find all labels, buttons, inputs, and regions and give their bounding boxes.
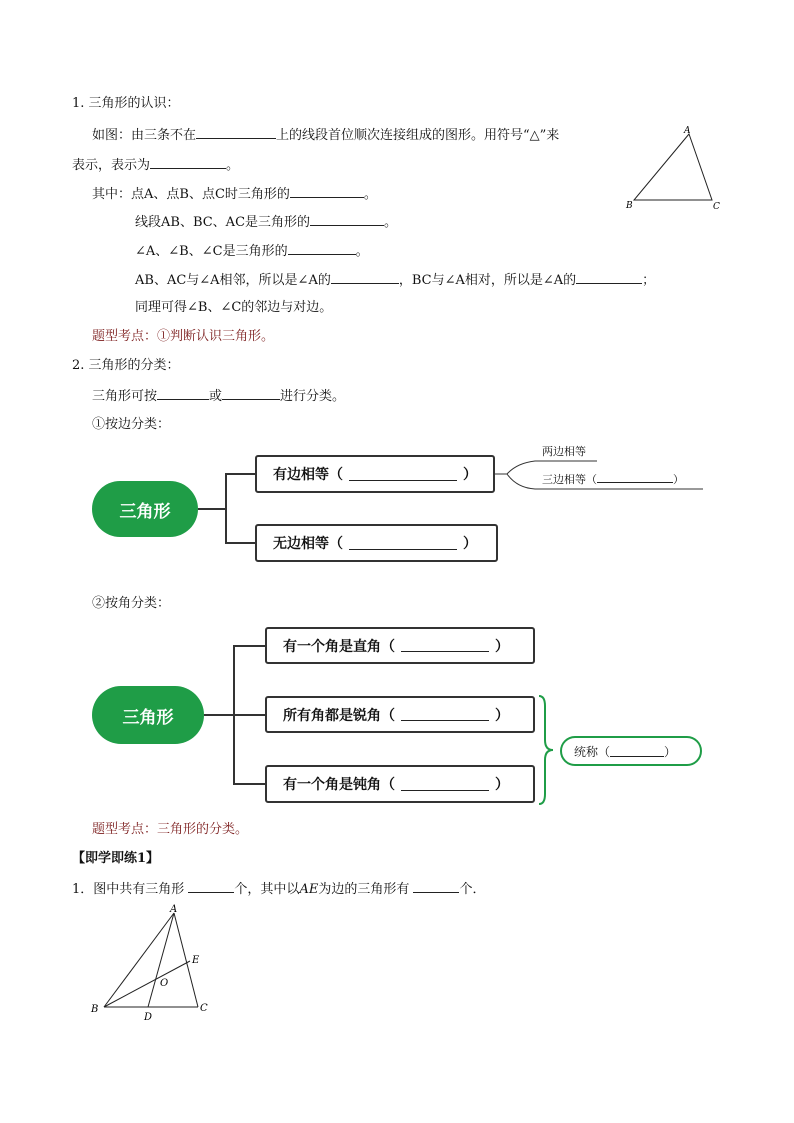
answer-blank[interactable] — [157, 386, 209, 400]
text: 三角形可按 — [92, 389, 158, 404]
label-c: C — [200, 1003, 208, 1014]
answer-blank[interactable] — [610, 745, 664, 757]
angle-node-acute — [265, 696, 535, 733]
by-side-label: ①按边分类： — [92, 417, 171, 432]
text: 或 — [209, 389, 223, 404]
answer-blank[interactable] — [222, 386, 280, 400]
practice-question-1 — [72, 879, 486, 899]
side-sub-three-equal — [542, 471, 684, 489]
label-o: O — [160, 978, 169, 989]
side-node-none-equal — [255, 524, 498, 562]
section1-line2 — [72, 155, 239, 175]
text: ） — [664, 744, 677, 759]
text: 。 — [355, 244, 369, 259]
text: AB、AC与∠A相邻，所以是∠A的 — [135, 273, 331, 288]
acute-obtuse-group-pill — [560, 736, 702, 766]
text: 个． — [459, 882, 486, 897]
answer-blank[interactable] — [349, 468, 457, 481]
text: 无边相等（ — [273, 536, 343, 552]
text: 进行分类。 — [280, 389, 346, 404]
text: 上的线段首位顺次连接组成的图形。用符号“△”来 — [276, 128, 560, 143]
text: 表示，表示为 — [72, 158, 151, 173]
answer-blank[interactable] — [349, 537, 457, 550]
section1-line3 — [92, 184, 377, 204]
text: ） — [495, 777, 509, 793]
text: 统称（ — [574, 744, 611, 759]
practice-triangle-figure — [85, 898, 215, 1028]
text: 。 — [363, 187, 377, 202]
text: 。 — [226, 158, 240, 173]
segment-ae: AE — [299, 882, 319, 897]
answer-blank[interactable] — [401, 708, 489, 721]
connector — [225, 473, 227, 544]
angle-node-obtuse — [265, 765, 535, 803]
section1-line6 — [135, 270, 655, 290]
text: ； — [642, 273, 656, 288]
label-d: D — [144, 1012, 153, 1023]
angle-root-pill: 三角形 — [92, 686, 204, 744]
side-root-pill: 三角形 — [92, 481, 198, 537]
connector — [225, 542, 256, 544]
answer-blank[interactable] — [401, 639, 489, 652]
answer-blank[interactable] — [401, 778, 489, 791]
triangle-figure — [620, 122, 730, 214]
answer-blank[interactable] — [188, 879, 234, 893]
section1-line1 — [92, 125, 559, 145]
text: ） — [463, 467, 477, 483]
text: 。 — [384, 215, 398, 230]
section1-line4 — [135, 212, 397, 232]
answer-blank[interactable] — [150, 155, 226, 169]
text: 有一个角是钝角（ — [283, 777, 395, 793]
section1-title: 1. 三角形的认识： — [72, 96, 180, 111]
answer-blank[interactable] — [413, 879, 459, 893]
side-node-some-equal — [255, 455, 495, 493]
connector — [225, 473, 256, 475]
text: ） — [673, 473, 684, 486]
label-a: A — [684, 126, 691, 136]
answer-blank[interactable] — [597, 471, 673, 483]
text: 三边相等（ — [542, 473, 597, 486]
answer-blank[interactable] — [331, 270, 399, 284]
angle-node-right — [265, 627, 535, 664]
answer-blank[interactable] — [196, 125, 276, 139]
text: 线段AB、BC、AC是三角形的 — [135, 215, 311, 230]
section2-line1 — [92, 386, 345, 406]
section1-hint: 题型考点：①判断认识三角形。 — [92, 329, 275, 344]
connector — [233, 645, 235, 785]
side-sub-two-equal: 两边相等 — [542, 445, 586, 458]
label-c: C — [713, 202, 720, 212]
text: 所有角都是锐角（ — [283, 707, 395, 724]
text: ） — [463, 536, 477, 552]
text: ） — [495, 638, 509, 655]
by-angle-label: ②按角分类： — [92, 596, 171, 611]
answer-blank[interactable] — [288, 241, 356, 255]
connector — [233, 645, 266, 647]
label-b: B — [91, 1004, 99, 1015]
label-e: E — [192, 955, 200, 966]
triangle-abc — [634, 134, 712, 200]
text: 为边的三角形有 — [318, 882, 410, 897]
section1-line7: 同理可得∠B、∠C的邻边与对边。 — [135, 300, 333, 315]
answer-blank[interactable] — [310, 212, 384, 226]
section2-hint: 题型考点：三角形的分类。 — [92, 822, 249, 837]
connector — [204, 714, 266, 716]
text: ，BC与∠A相对，所以是∠A的 — [398, 273, 577, 288]
text: 个，其中以 — [234, 882, 300, 897]
text: 有边相等（ — [273, 467, 343, 483]
label-a: A — [170, 904, 178, 915]
answer-blank[interactable] — [576, 270, 642, 284]
practice-header: 【即学即练1】 — [72, 851, 160, 866]
connector — [233, 783, 266, 785]
section1-line5 — [135, 241, 369, 261]
text: 如图：由三条不在 — [92, 128, 197, 143]
section2-title: 2. 三角形的分类： — [72, 358, 180, 373]
text: 有一个角是直角（ — [283, 638, 395, 655]
connector — [198, 508, 226, 510]
text: 其中：点A、点B、点C时三角形的 — [92, 187, 290, 202]
label-b: B — [626, 201, 633, 211]
answer-blank[interactable] — [290, 184, 364, 198]
text: 1．图中共有三角形 — [72, 882, 185, 897]
text: ∠A、∠B、∠C是三角形的 — [135, 244, 288, 259]
text: ） — [495, 707, 509, 724]
